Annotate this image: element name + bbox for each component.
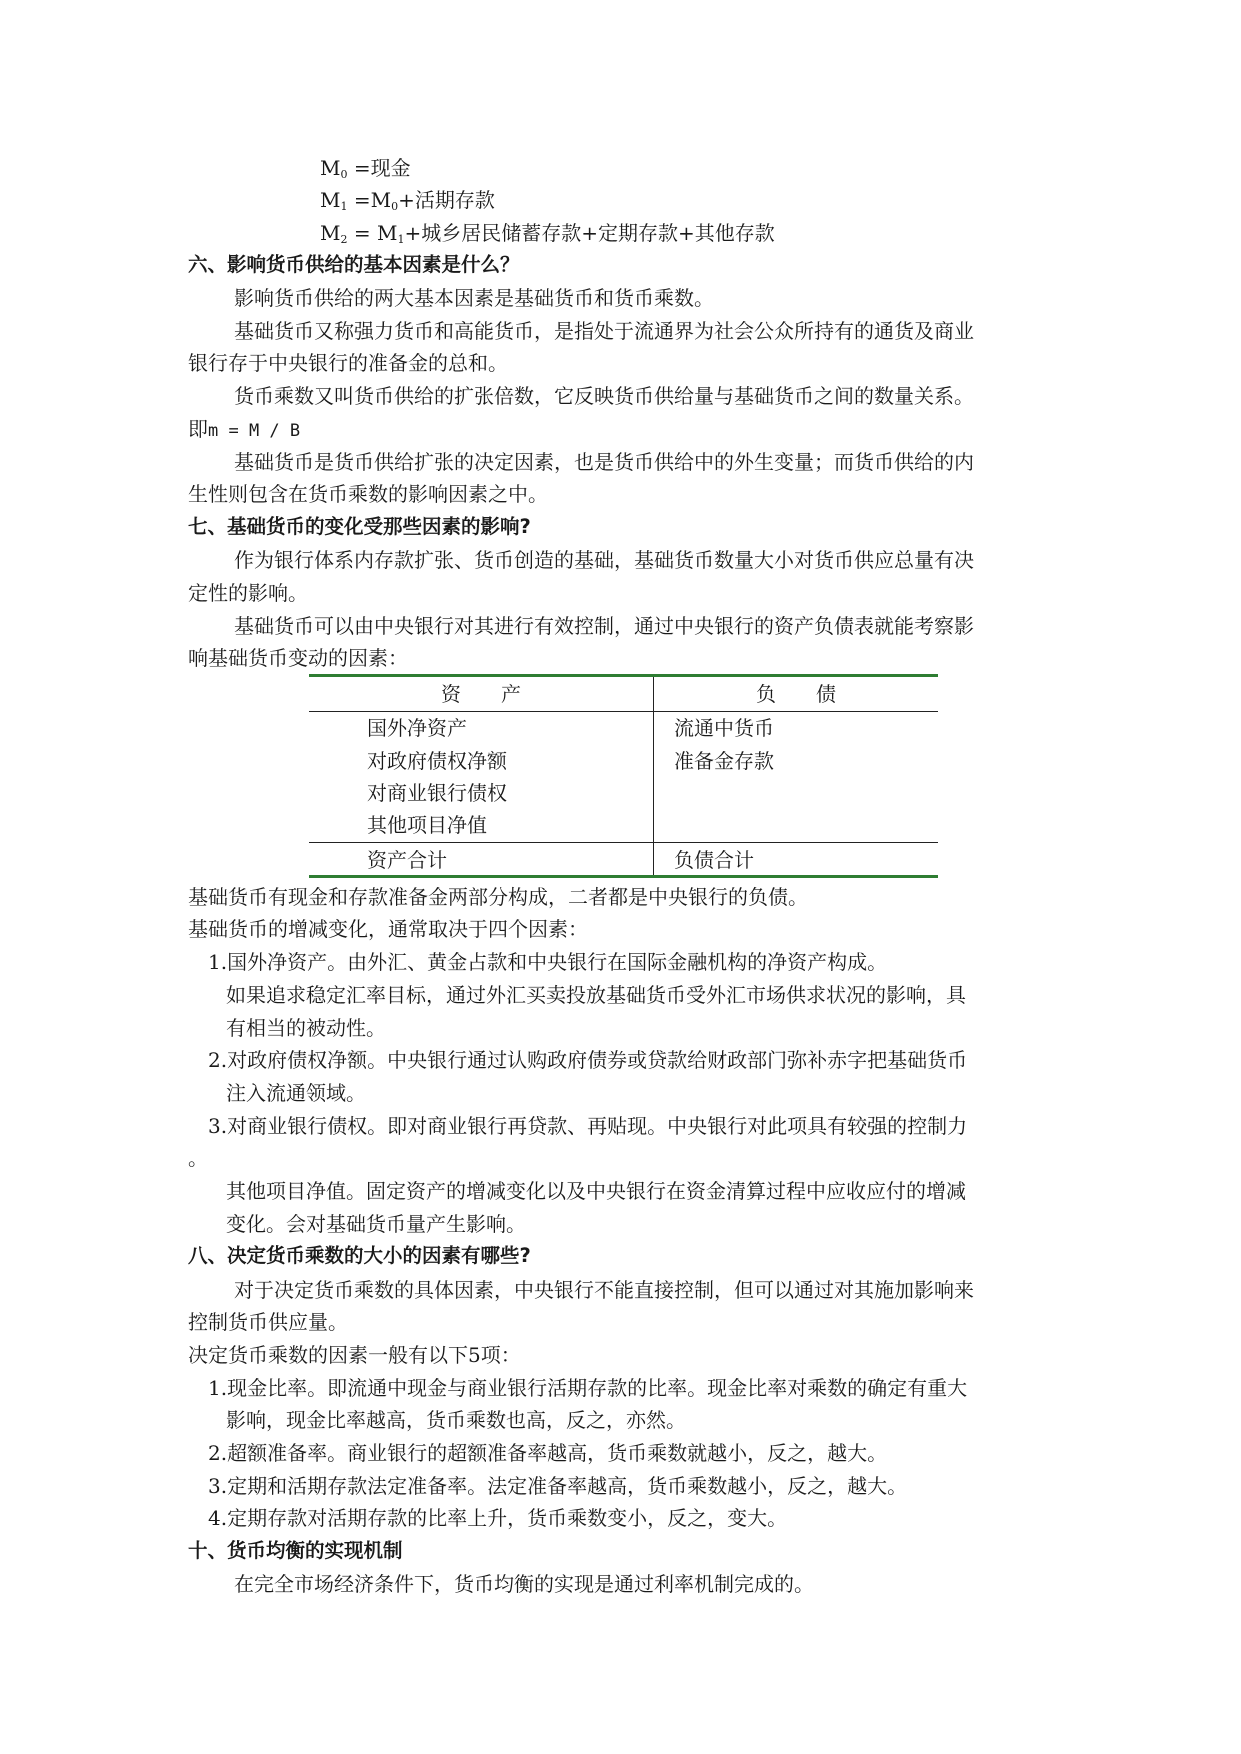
section-7-paragraph-3: 基础货币有现金和存款准备金两部分构成，二者都是中央银行的负债。 — [188, 885, 808, 909]
section-7-paragraph-2b: 响基础货币变动的因素： — [188, 646, 408, 670]
section-6-paragraph-3a: 货币乘数又叫货币供给的扩张倍数，它反映货币供给量与基础货币之间的数量关系。 — [234, 384, 974, 408]
list-item-continuation: 变化。会对基础货币量产生影响。 — [226, 1212, 526, 1236]
section-7-paragraph-1b: 定性的影响。 — [188, 581, 308, 605]
section-7-paragraph-1a: 作为银行体系内存款扩张、货币创造的基础，基础货币数量大小对货币供应总量有决 — [234, 548, 974, 572]
table-header-assets: 资 产 — [441, 682, 521, 706]
list-item: 2.超额准备率。商业银行的超额准备率越高，货币乘数就越小，反之，越大。 — [208, 1441, 888, 1465]
list-item-continuation: 注入流通领域。 — [226, 1081, 366, 1105]
list-item-continuation: 影响，现金比率越高，货币乘数也高，反之，亦然。 — [226, 1408, 686, 1432]
section-6-paragraph-4b: 生性则包含在货币乘数的影响因素之中。 — [188, 482, 548, 506]
table-header-liabilities: 负 债 — [756, 682, 836, 706]
list-item-continuation: 如果追求稳定汇率目标，通过外汇买卖投放基础货币受外汇市场供求状况的影响，具 — [226, 983, 966, 1007]
table-asset-item: 国外净资产 — [367, 716, 467, 740]
section-7-heading: 七、基础货币的变化受那些因素的影响? — [188, 515, 531, 538]
formula-m0-definition: =现金 — [347, 156, 411, 180]
formula-m1-mid: =M — [347, 188, 392, 212]
section-8-paragraph-1a: 对于决定货币乘数的具体因素，中央银行不能直接控制，但可以通过对其施加影响来 — [234, 1278, 974, 1302]
section-6-paragraph-1: 影响货币供给的两大基本因素是基础货币和货币乘数。 — [234, 286, 714, 310]
section-7-paragraph-4: 基础货币的增减变化，通常取决于四个因素： — [188, 917, 588, 941]
formula-m2 — [320, 219, 775, 254]
formula-m2-symbol: M — [320, 221, 341, 245]
formula-m0 — [320, 154, 411, 189]
section-6-heading: 六、影响货币供给的基本因素是什么？ — [188, 253, 520, 276]
list-item-continuation: 有相当的被动性。 — [226, 1016, 386, 1040]
section-8-paragraph-1b: 控制货币供应量。 — [188, 1310, 348, 1334]
list-item: 2.对政府债权净额。中央银行通过认购政府债券或贷款给财政部门弥补赤字把基础货币 — [208, 1048, 968, 1072]
formula-m0-sub: 0 — [340, 168, 348, 181]
list-item: 1.国外净资产。由外汇、黄金占款和中央银行在国际金融机构的净资产构成。 — [208, 950, 888, 974]
formula-m2-definition: +城乡居民储蓄存款+定期存款+其他存款 — [404, 221, 775, 245]
formula-m0-symbol: M — [320, 156, 341, 180]
list-item: 其他项目净值。固定资产的增减变化以及中央银行在资金清算过程中应收应付的增减 — [226, 1179, 966, 1203]
section-6-paragraph-3b — [188, 415, 300, 445]
list-item: 3.定期和活期存款法定准备率。法定准备率越高，货币乘数越小，反之，越大。 — [208, 1474, 908, 1498]
table-liability-item: 准备金存款 — [674, 749, 774, 773]
section-7-paragraph-2a: 基础货币可以由中央银行对其进行有效控制，通过中央银行的资产负债表就能考察影 — [234, 614, 974, 638]
list-item: 1.现金比率。即流通中现金与商业银行活期存款的比率。现金比率对乘数的确定有重大 — [208, 1376, 968, 1400]
table-asset-item: 对政府债权净额 — [367, 749, 507, 773]
section-6-paragraph-2a: 基础货币又称强力货币和高能货币，是指处于流通界为社会公众所持有的通货及商业 — [234, 319, 974, 343]
list-item: 4.定期存款对活期存款的比率上升，货币乘数变小，反之，变大。 — [208, 1506, 788, 1530]
list-item: 3.对商业银行债权。即对商业银行再贷款、再贴现。中央银行对此项具有较强的控制力 — [208, 1114, 968, 1138]
formula-m1-sub: 1 — [340, 200, 348, 213]
table-total-assets: 资产合计 — [367, 848, 447, 872]
formula-m2-sub: 2 — [340, 233, 348, 246]
table-top-rule — [309, 674, 938, 677]
formula-m1-definition: +活期存款 — [398, 188, 495, 212]
formula-prefix: 即 — [188, 417, 208, 441]
formula-m2-mid-sub: 1 — [397, 233, 405, 246]
table-liability-item: 流通中货币 — [674, 716, 774, 740]
table-total-rule — [309, 842, 938, 843]
table-asset-item: 对商业银行债权 — [367, 781, 507, 805]
section-10-paragraph-1: 在完全市场经济条件下，货币均衡的实现是通过利率机制完成的。 — [234, 1572, 814, 1596]
table-asset-item: 其他项目净值 — [367, 813, 487, 837]
formula-m1 — [320, 186, 495, 221]
list-item-continuation: 。 — [188, 1146, 208, 1170]
section-8-heading: 八、决定货币乘数的大小的因素有哪些? — [188, 1244, 531, 1267]
formula-m2-mid: = M — [347, 221, 398, 245]
section-6-paragraph-4a: 基础货币是货币供给扩张的决定因素，也是货币供给中的外生变量；而货币供给的内 — [234, 450, 974, 474]
money-multiplier-formula: m = M / B — [208, 421, 301, 441]
formula-m1-symbol: M — [320, 188, 341, 212]
section-10-heading: 十、货币均衡的实现机制 — [188, 1539, 403, 1562]
table-bottom-rule — [309, 875, 938, 878]
table-total-liabilities: 负债合计 — [674, 848, 754, 872]
formula-m1-mid-sub: 0 — [391, 200, 399, 213]
section-6-paragraph-2b: 银行存于中央银行的准备金的总和。 — [188, 351, 508, 375]
section-8-paragraph-2: 决定货币乘数的因素一般有以下5项： — [188, 1343, 521, 1367]
table-header-rule — [309, 711, 938, 712]
